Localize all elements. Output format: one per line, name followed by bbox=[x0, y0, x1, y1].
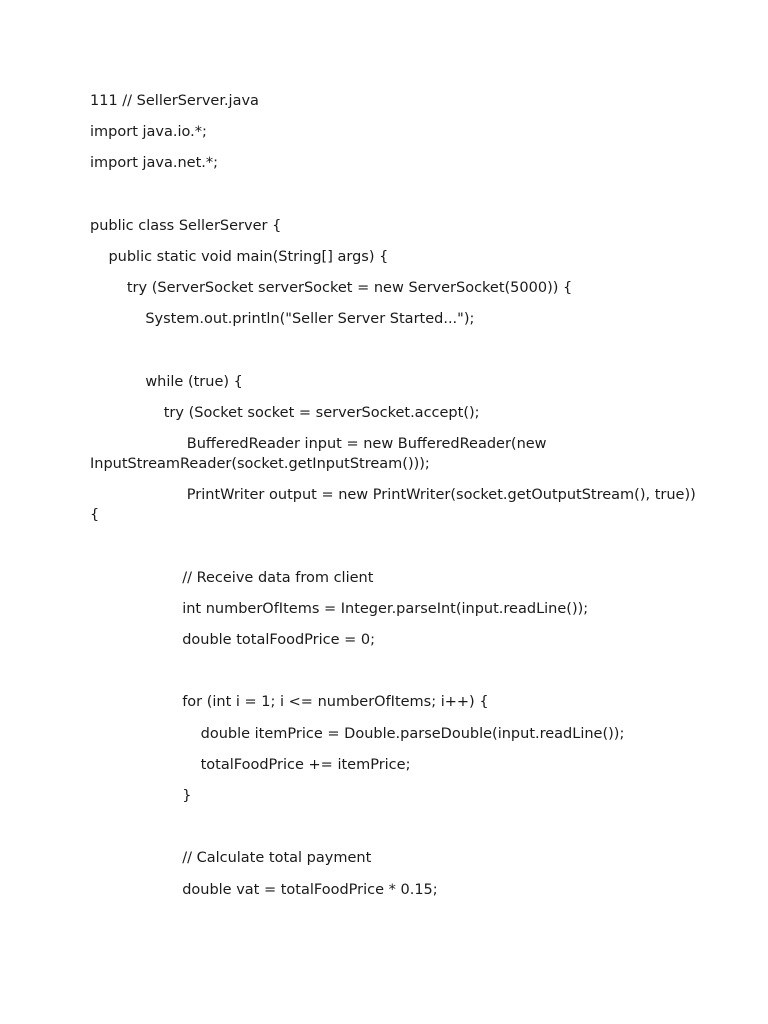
code-line: try (ServerSocket serverSocket = new ServerSocket(5000)) { bbox=[90, 280, 573, 297]
blank-line bbox=[90, 341, 700, 361]
code-line: 111 // SellerServer.java bbox=[90, 93, 259, 109]
blank-line bbox=[90, 661, 700, 681]
code-line: } bbox=[90, 787, 192, 804]
code-line: for (int i = 1; i <= numberOfItems; i++) { bbox=[90, 694, 489, 711]
code-listing bbox=[90, 91, 700, 911]
code-line: totalFoodPrice += itemPrice; bbox=[90, 756, 411, 773]
code-line: BufferedReader input = new BufferedReader(new InputStreamReader(socket.getInputStream())); bbox=[90, 436, 552, 473]
code-line: import java.net.*; bbox=[90, 155, 219, 172]
code-line: PrintWriter output = new PrintWriter(socket.getOutputStream(), true)) { bbox=[90, 487, 701, 524]
code-line: int numberOfItems = Integer.parseInt(input.readLine()); bbox=[90, 600, 589, 617]
code-line: public static void main(String[] args) { bbox=[90, 248, 389, 265]
code-line: try (Socket socket = serverSocket.accept(); bbox=[90, 404, 480, 421]
code-line: double vat = totalFoodPrice * 0.15; bbox=[90, 881, 438, 898]
blank-line bbox=[90, 817, 700, 837]
code-line: public class SellerServer { bbox=[90, 217, 282, 234]
code-line: System.out.println("Seller Server Started..."); bbox=[90, 311, 475, 328]
blank-line bbox=[90, 185, 700, 205]
code-line: while (true) { bbox=[90, 373, 243, 390]
code-line: import java.io.*; bbox=[90, 124, 207, 141]
code-comment: // Receive data from client bbox=[90, 569, 374, 586]
code-line: double itemPrice = Double.parseDouble(input.readLine()); bbox=[90, 725, 625, 742]
blank-line bbox=[90, 536, 700, 556]
code-line: double totalFoodPrice = 0; bbox=[90, 632, 375, 648]
code-comment: // Calculate total payment bbox=[90, 850, 372, 867]
